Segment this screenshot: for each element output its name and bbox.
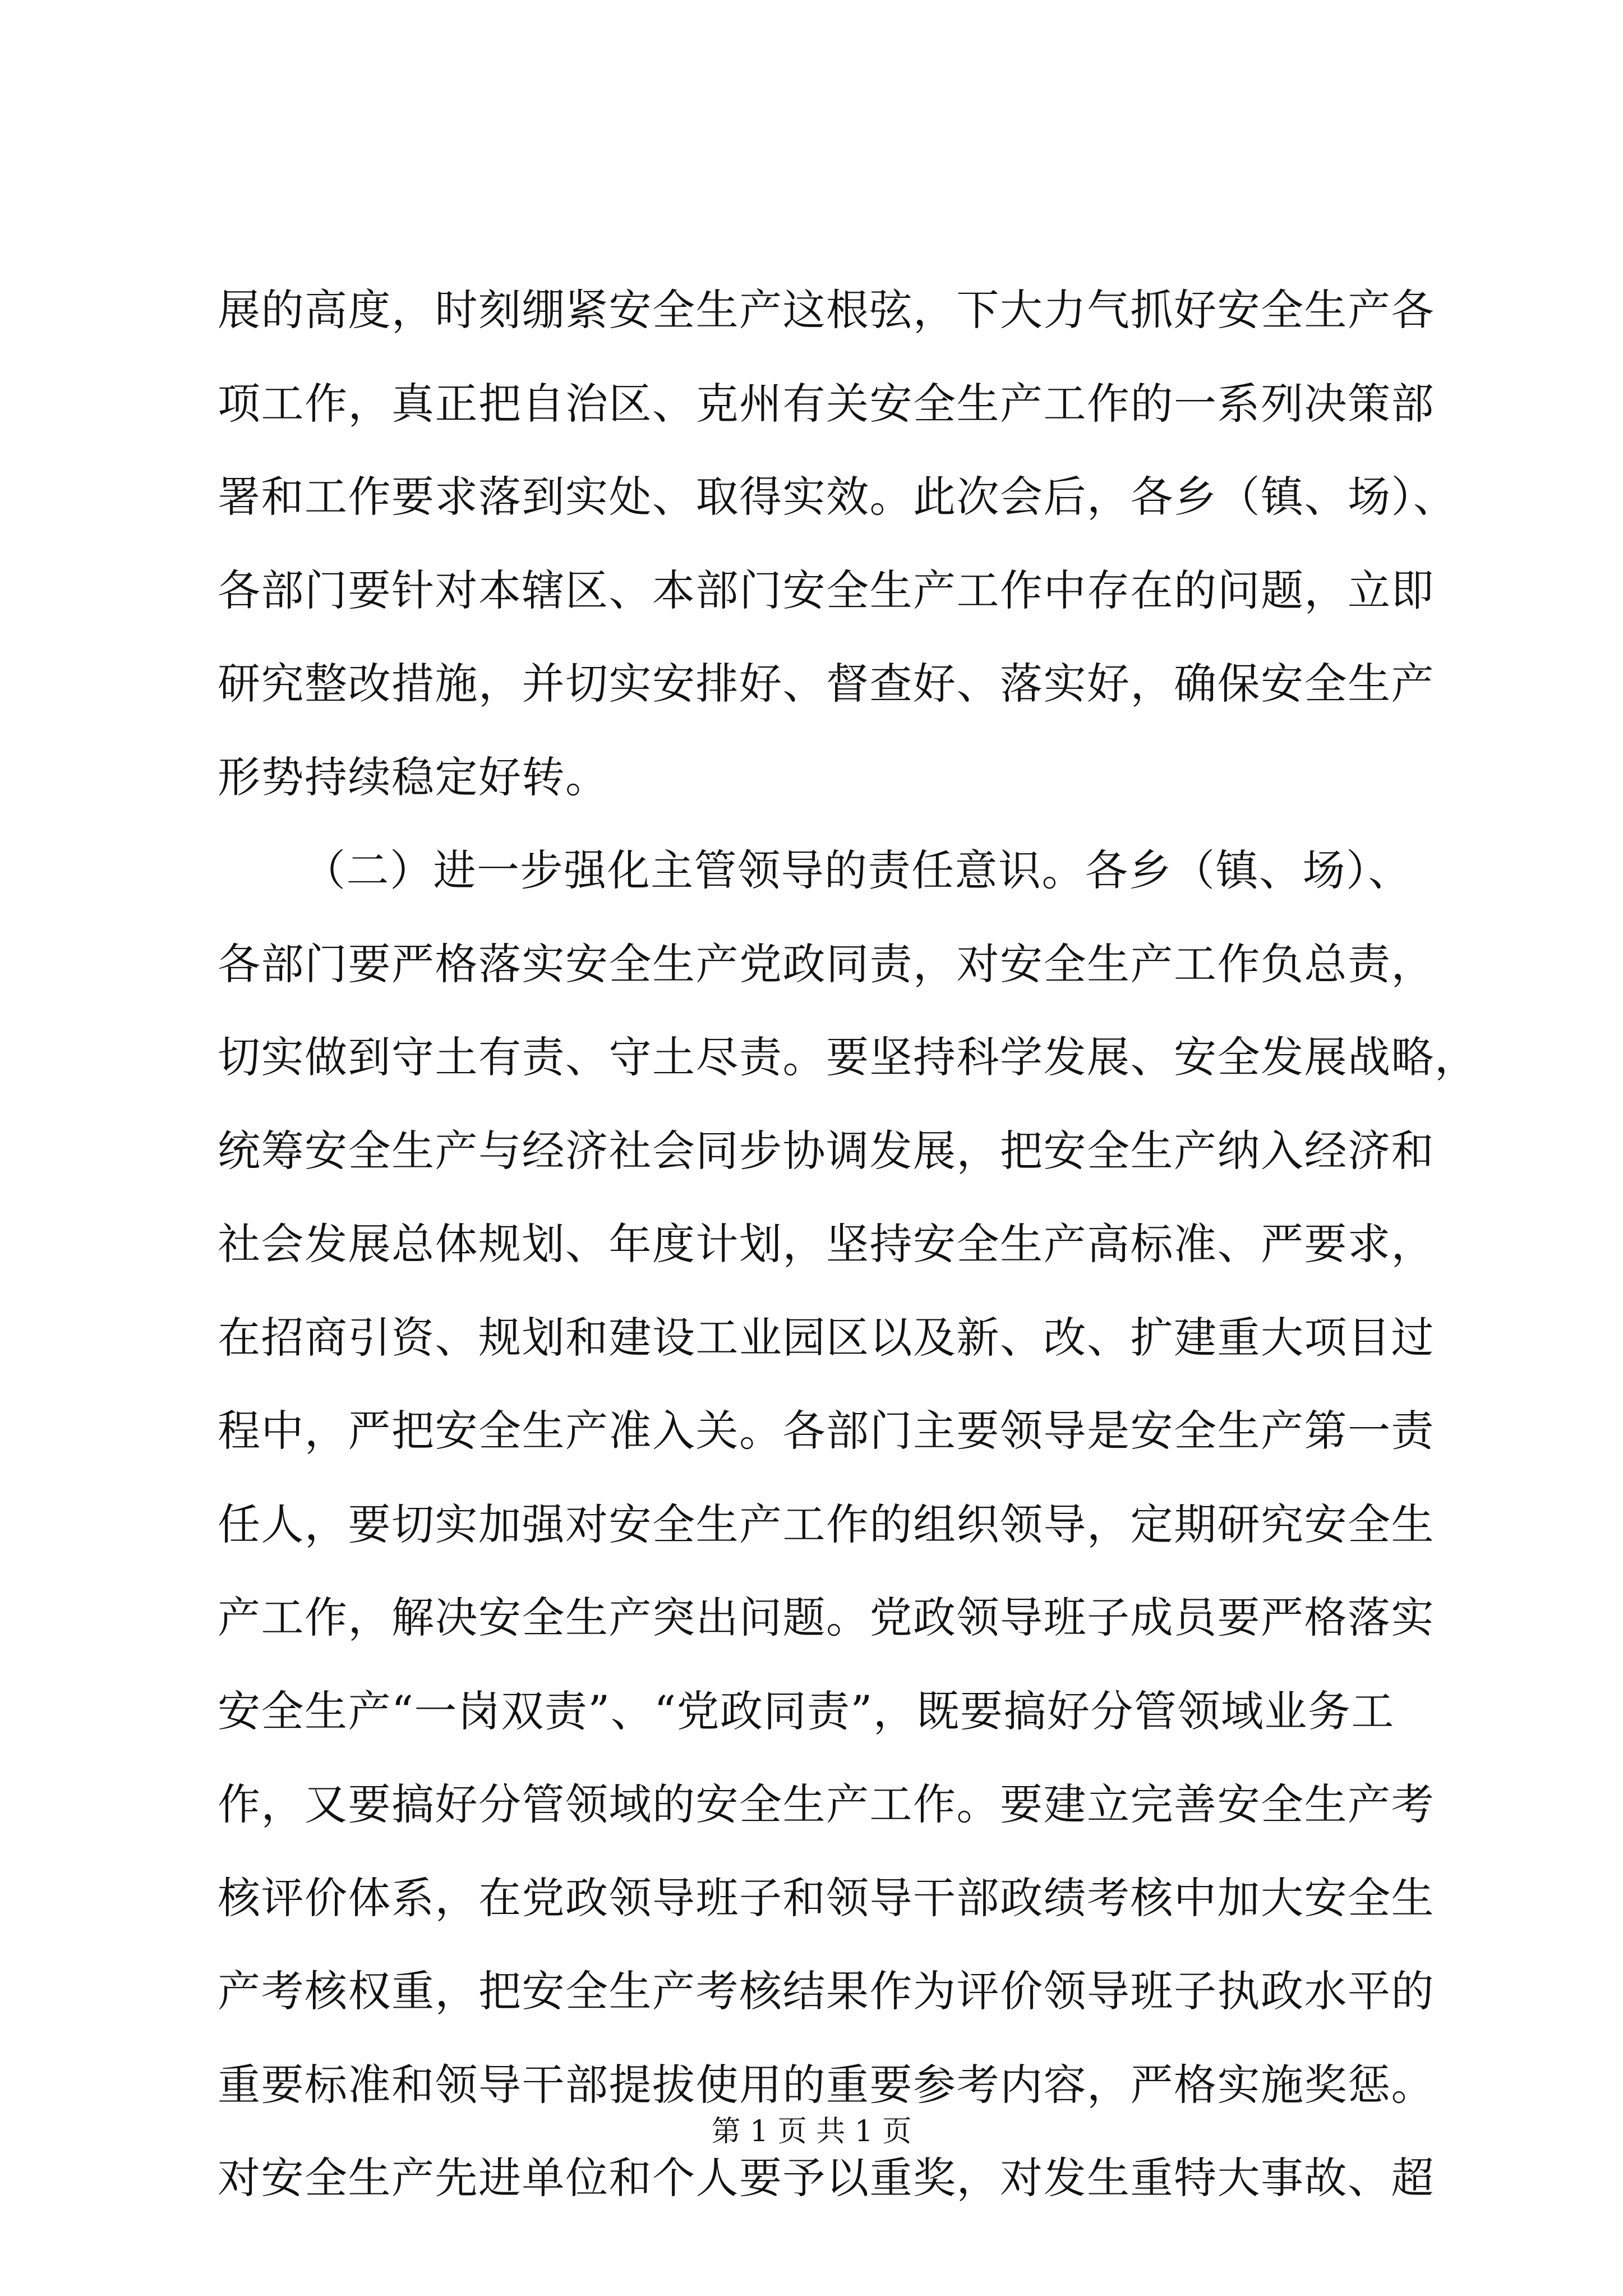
text-line: 对安全生产先进单位和个人要予以重奖，对发生重特大事故、超: [218, 2153, 1435, 2203]
text-line: 产考核权重，把安全生产考核结果作为评价领导班子执政水平的: [218, 1966, 1435, 2016]
text-line: 署和工作要求落到实处、取得实效。此次会后，各乡（镇、场）、: [218, 472, 1457, 522]
text-line: 核评价体系，在党政领导班子和领导干部政绩考核中加大安全生: [218, 1872, 1435, 1923]
section-heading-line: （二）进一步强化主管领导的责任意识。各乡（镇、场）、: [303, 845, 1412, 895]
text-line: 切实做到守土有责、守土尽责。要坚持科学发展、安全发展战略，: [218, 1032, 1478, 1082]
text-line: 安全生产“一岗双责”、“党政同责”，既要搞好分管领域业务工: [218, 1686, 1395, 1736]
page-number-footer: 第 1 页 共 1 页: [711, 2115, 912, 2148]
text-line: 重要标准和领导干部提拔使用的重要参考内容，严格实施奖惩。: [218, 2059, 1435, 2110]
text-line: 各部门要针对本辖区、本部门安全生产工作中存在的问题，立即: [218, 565, 1435, 615]
text-line: 研究整改措施，并切实安排好、督查好、落实好，确保安全生产: [218, 659, 1435, 708]
text-line: 在招商引资、规划和建设工业园区以及新、改、扩建重大项目过: [218, 1312, 1435, 1363]
text-line: 社会发展总体规划、年度计划，坚持安全生产高标准、严要求，: [218, 1219, 1435, 1269]
text-line: 各部门要严格落实安全生产党政同责，对安全生产工作负总责，: [218, 938, 1435, 989]
text-line: 形势持续稳定好转。: [218, 752, 609, 802]
text-line: 任人，要切实加强对安全生产工作的组织领导，定期研究安全生: [218, 1499, 1435, 1549]
text-line: 产工作，解决安全生产突出问题。党政领导班子成员要严格落实: [218, 1593, 1435, 1642]
text-line: 展的高度，时刻绷紧安全生产这根弦，下大力气抓好安全生产各: [218, 285, 1435, 335]
body-text: [218, 264, 1478, 2225]
text-line: 统筹安全生产与经济社会同步协调发展，把安全生产纳入经济和: [218, 1125, 1435, 1176]
text-line: 程中，严把安全生产准入关。各部门主要领导是安全生产第一责: [218, 1406, 1435, 1456]
text-line: 作，又要搞好分管领域的安全生产工作。要建立完善安全生产考: [218, 1779, 1435, 1829]
text-line: 项工作，真正把自治区、克州有关安全生产工作的一系列决策部: [218, 378, 1435, 429]
